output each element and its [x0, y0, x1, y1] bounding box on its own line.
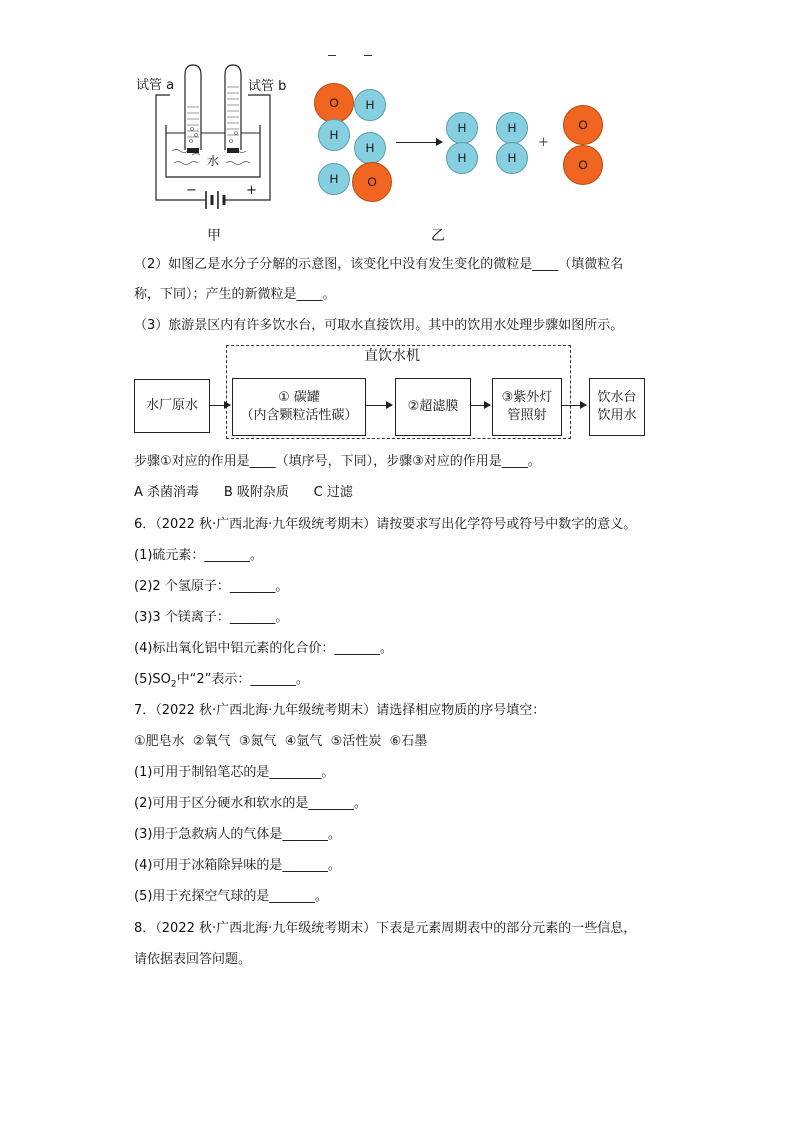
- hydrogen-atom: H: [354, 132, 386, 164]
- flow-arrow: [366, 405, 392, 406]
- question-6-stem: 6．（2022 秋·广西北海·九年级统考期末）请按要求写出化学符号或符号中数字的意义。: [134, 517, 637, 532]
- question-2-line-2: 称，下同）；产生的新微粒是____。: [134, 287, 336, 302]
- uv-lamp-box: [492, 378, 562, 436]
- question-6-item-5-prefix: (5)SO: [134, 672, 171, 687]
- raw-water-box: [134, 379, 210, 433]
- tube-a-label: 试管 a: [136, 78, 175, 93]
- positive-terminal-label: +: [246, 183, 257, 198]
- question-6-item-1: (1)硫元素：_______。: [134, 548, 263, 563]
- question-7-item-4: (4)可用于冰箱除异味的是_______。: [134, 858, 341, 873]
- hydrogen-atom: H: [354, 89, 386, 121]
- tube-b-label: 试管 b: [248, 79, 287, 94]
- hydrogen-atom: H: [318, 119, 350, 151]
- question-8-line-2: 请依据表回答问题。: [134, 952, 252, 967]
- flow-arrow: [210, 405, 230, 406]
- oxygen-atom: O: [563, 105, 603, 145]
- question-3-options: A 杀菌消毒 B 吸附杂质 C 过滤: [134, 485, 353, 500]
- question-6-item-4: (4)标出氧化铝中铝元素的化合价：_______。: [134, 641, 393, 656]
- oxygen-atom: O: [563, 145, 603, 185]
- machine-title: 直饮水机: [364, 348, 420, 364]
- question-7-stem: 7．（2022 秋·广西北海·九年级统考期末）请选择相应物质的序号填空：: [134, 703, 546, 718]
- question-3-stem: （3）旅游景区内有许多饮水台，可取水直接饮用。其中的饮用水处理步骤如图所示。: [134, 318, 624, 333]
- uv-lamp-label-line-1: ③紫外灯: [501, 390, 553, 405]
- carbon-tank-box: [232, 378, 366, 436]
- question-7-item-5: (5)用于充探空气球的是_______。: [134, 889, 328, 904]
- water-label: 水: [207, 154, 220, 168]
- question-3-steps: 步骤①对应的作用是____（填序号，下同），步骤③对应的作用是____。: [134, 454, 541, 469]
- question-7-item-3: (3)用于急救病人的气体是_______。: [134, 827, 341, 842]
- question-6-item-2: (2)2 个氢原子：_______。: [134, 579, 289, 594]
- oxygen-atom: O: [314, 83, 354, 123]
- electrolysis-figure: [130, 55, 300, 245]
- caption-jia: 甲: [207, 228, 221, 244]
- negative-terminal-label: −: [186, 183, 197, 198]
- hydrogen-atom: H: [446, 112, 478, 144]
- caption-yi: 乙: [431, 228, 445, 244]
- ultrafiltration-box: [395, 378, 471, 436]
- uv-lamp-label-line-2: 管照射: [507, 408, 547, 423]
- subscript-2: 2: [170, 679, 177, 690]
- hydrogen-atom: H: [446, 142, 478, 174]
- raw-water-label: 水厂原水: [145, 398, 198, 413]
- drinking-fountain-label-line-1: 饮水台: [597, 390, 637, 405]
- question-7-item-2: (2)可用于区分硬水和软水的是_______。: [134, 796, 367, 811]
- question-6-item-5-suffix: 中“2”表示：_______。: [176, 672, 309, 687]
- ultrafiltration-label: ②超滤膜: [407, 399, 459, 414]
- flow-arrow: [562, 405, 586, 406]
- question-7-options: ①肥皂水 ②氧气 ③氮气 ④氩气 ⑤活性炭 ⑥石墨: [134, 734, 428, 749]
- hydrogen-atom: H: [496, 142, 528, 174]
- question-7-item-1: (1)可用于制铅笔芯的是________。: [134, 765, 335, 780]
- reaction-plus: +: [538, 135, 549, 150]
- decomposition-figure: [310, 55, 610, 245]
- water-treatment-flow: [134, 345, 654, 440]
- question-6-item-3: (3)3 个镁离子：_______。: [134, 610, 289, 625]
- hydrogen-atom: H: [496, 112, 528, 144]
- question-2-line-1: （2）如图乙是水分子分解的示意图，该变化中没有发生变化的微粒是____（填微粒名: [134, 257, 624, 272]
- question-8-line-1: 8．（2022 秋·广西北海·九年级统考期末）下表是元素周期表中的部分元素的一些信息，: [134, 921, 637, 936]
- hydrogen-atom: H: [318, 163, 350, 195]
- flow-arrow: [471, 405, 490, 406]
- drinking-fountain-label-line-2: 饮用水: [597, 408, 637, 423]
- carbon-tank-label: ① 碳罐: [278, 390, 320, 405]
- question-6-item-5: [134, 671, 309, 694]
- oxygen-atom: O: [352, 162, 392, 202]
- carbon-tank-note: （内含颗粒活性碳）: [240, 408, 358, 423]
- drinking-fountain-box: [589, 378, 645, 436]
- reaction-arrow: [396, 142, 442, 143]
